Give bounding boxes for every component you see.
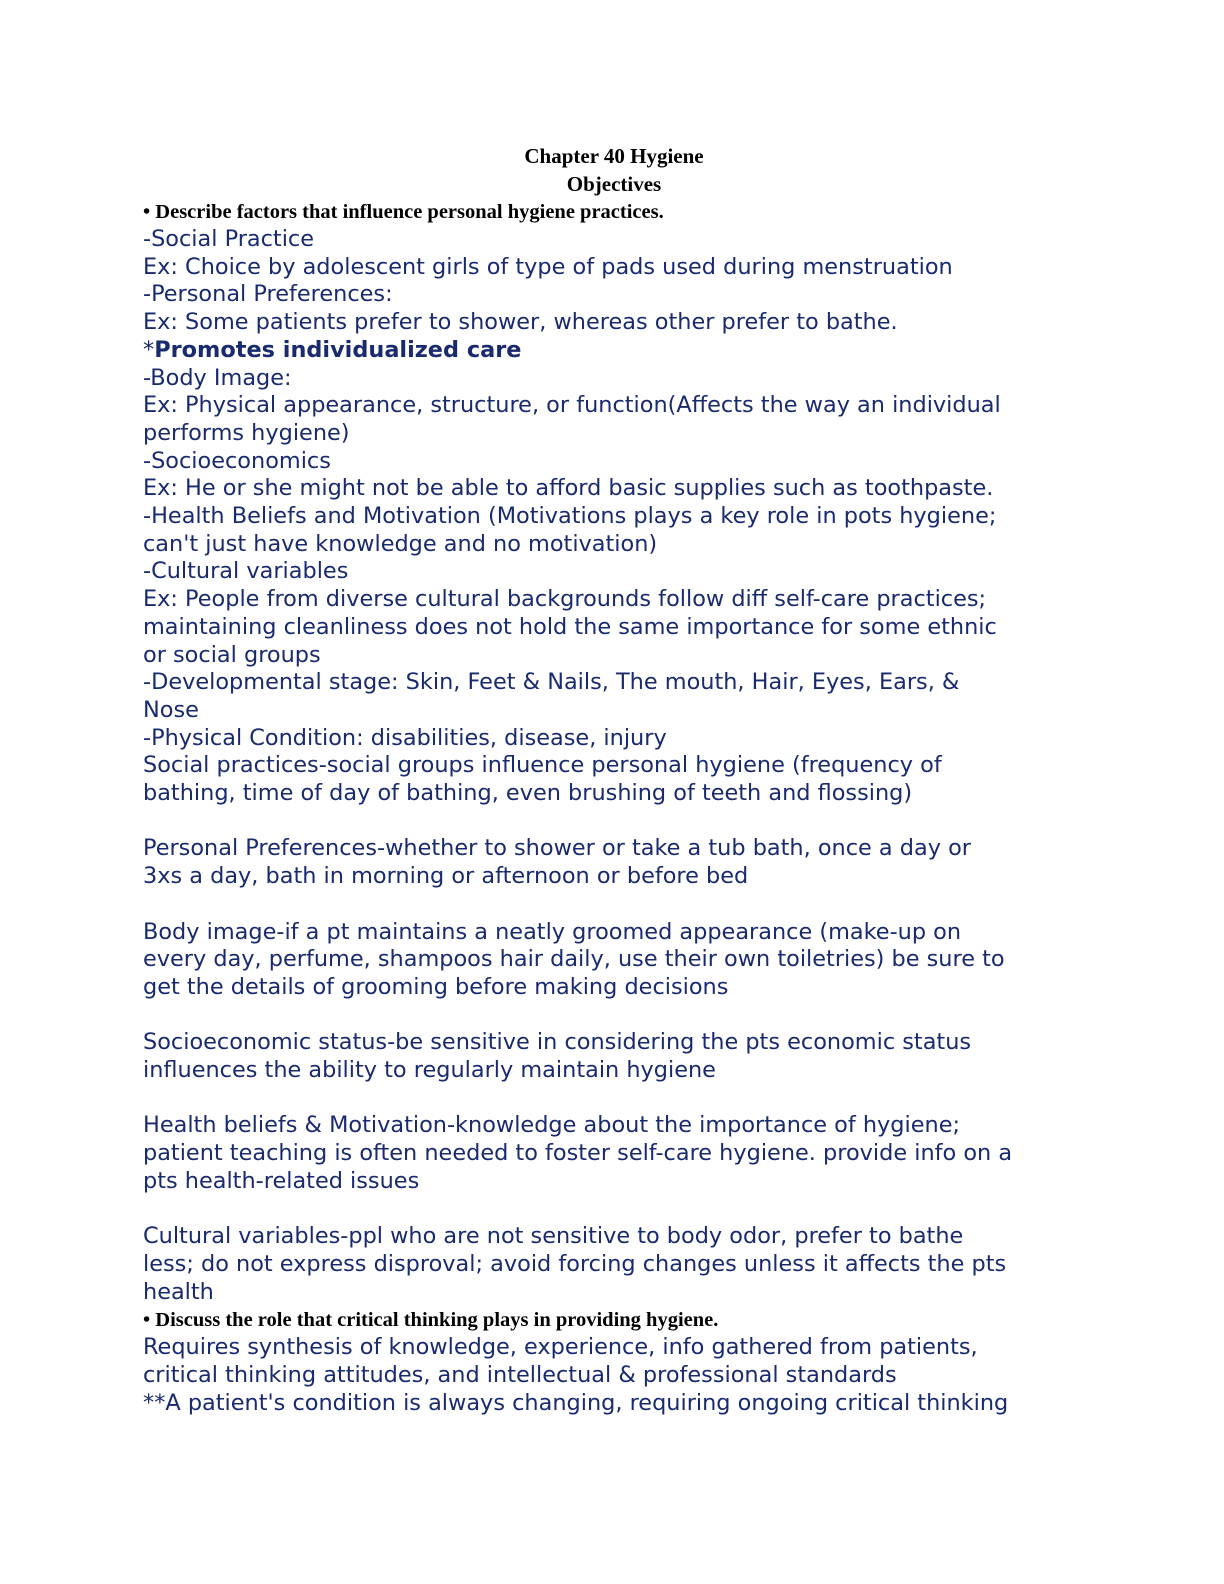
text-line: Ex: Some patients prefer to shower, whereas other prefer to bathe.	[143, 309, 898, 336]
text-line: -Socioeconomics	[143, 447, 331, 474]
text-line: Ex: People from diverse cultural backgrounds follow diff self-care practices;	[143, 586, 987, 613]
text-line: Nose	[143, 696, 199, 723]
text-line: or social groups	[143, 641, 321, 668]
objective-heading-1: • Describe factors that influence personal hygiene practices.	[143, 201, 664, 223]
text-line: 3xs a day, bath in morning or afternoon or before bed	[143, 863, 749, 890]
emphasis-prefix: *	[143, 336, 155, 363]
emphasis-text: Promotes individualized care	[154, 336, 522, 363]
text-line: Cultural variables-ppl who are not sensitive to body odor, prefer to bathe	[143, 1223, 964, 1250]
text-line: Ex: Physical appearance, structure, or function(Affects the way an individual	[143, 392, 1001, 419]
text-line: Social practices-social groups influence personal hygiene (frequency of	[143, 752, 942, 779]
text-line: -Social Practice	[143, 226, 315, 252]
text-line: -Developmental stage: Skin, Feet & Nails, The mouth, Hair, Eyes, Ears, &	[143, 669, 960, 696]
text-line: Socioeconomic status-be sensitive in considering the pts economic status	[143, 1029, 972, 1056]
text-line: critical thinking attitudes, and intellectual & professional standards	[143, 1362, 897, 1389]
paragraph-spacer	[143, 1196, 1083, 1224]
text-line: bathing, time of day of bathing, even brushing of teeth and flossing)	[143, 780, 913, 807]
text-line: every day, perfume, shampoos hair daily, use their own toiletries) be sure to	[143, 946, 1005, 973]
text-line: performs hygiene)	[143, 419, 350, 446]
text-line: -Physical Condition: disabilities, disease, injury	[143, 724, 667, 751]
text-line: Personal Preferences-whether to shower or take a tub bath, once a day or	[143, 835, 971, 862]
text-line: -Cultural variables	[143, 558, 349, 585]
text-line: maintaining cleanliness does not hold the same importance for some ethnic	[143, 613, 997, 640]
text-line: less; do not express disproval; avoid forcing changes unless it affects the pts	[143, 1250, 1007, 1277]
text-line: Requires synthesis of knowledge, experience, info gathered from patients,	[143, 1334, 978, 1361]
text-line: -Body Image:	[143, 364, 292, 391]
text-line: pts health-related issues	[143, 1167, 420, 1194]
document-title: Chapter 40 Hygiene	[524, 144, 704, 168]
paragraph-spacer	[143, 1085, 1083, 1113]
text-line: Body image-if a pt maintains a neatly groomed appearance (make-up on	[143, 918, 962, 945]
text-line: Ex: He or she might not be able to afford basic supplies such as toothpaste.	[143, 475, 994, 502]
text-line: **A patient's condition is always changing, requiring ongoing critical thinking	[143, 1389, 1009, 1416]
paragraph-spacer	[143, 808, 1083, 836]
text-line: patient teaching is often needed to foster self-care hygiene. provide info on a	[143, 1140, 1013, 1167]
paragraph-spacer	[143, 891, 1083, 919]
text-line: health	[143, 1278, 214, 1305]
emphasis-line	[143, 337, 1083, 365]
document-subtitle: Objectives	[566, 172, 662, 196]
text-line: -Health Beliefs and Motivation (Motivations plays a key role in pots hygiene;	[143, 503, 997, 530]
text-line: Health beliefs & Motivation-knowledge about the importance of hygiene;	[143, 1112, 961, 1139]
text-line: -Personal Preferences:	[143, 281, 393, 308]
text-line: get the details of grooming before making decisions	[143, 973, 729, 1000]
paragraph-spacer	[143, 1002, 1083, 1030]
text-line: Ex: Choice by adolescent girls of type of pads used during menstruation	[143, 253, 953, 280]
document-page	[143, 142, 1083, 1417]
text-line: can't just have knowledge and no motivation)	[143, 530, 658, 557]
text-line: influences the ability to regularly maintain hygiene	[143, 1057, 716, 1084]
objective-heading-2: • Discuss the role that critical thinking plays in providing hygiene.	[143, 1309, 719, 1332]
